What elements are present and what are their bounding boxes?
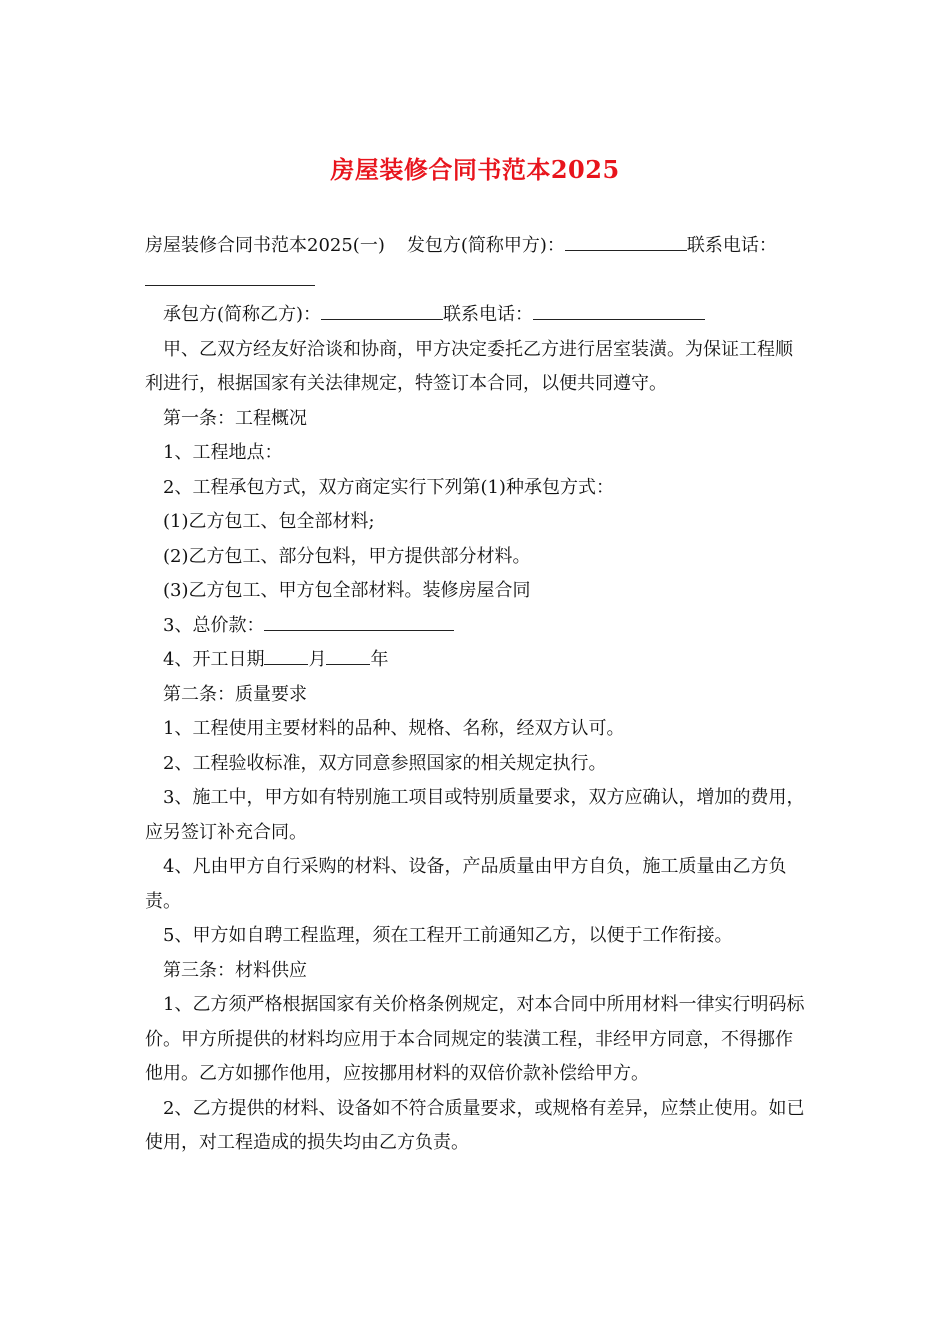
party-b-phone-label: 联系电话： [443,304,534,325]
intro-line [145,229,807,298]
article1-opt3: (3)乙方包工、甲方包全部材料。装修房屋合同 [163,580,531,601]
article2-item5: 5、甲方如自聘工程监理，须在工程开工前通知乙方，以便于工作衔接。 [163,925,733,946]
party-a-phone-label: 联系电话： [686,235,777,256]
start-date-label: 4、开工日期 [163,649,265,670]
article2-item1: 1、工程使用主要材料的品种、规格、名称，经双方认可。 [163,718,625,739]
article1-item3 [145,609,807,644]
article2-item3: 3、施工中，甲方如有特别施工项目或特别质量要求，双方应确认，增加的费用，应另签订补充合同。 [145,787,805,843]
article1-opt1: (1)乙方包工、包全部材料; [163,511,375,532]
total-price-blank[interactable] [264,614,454,631]
article1-item4 [145,643,807,678]
party-b-label: 承包方(简称乙方)： [163,304,322,325]
doc-name: 房屋装修合同书范本2025(一) [145,235,385,256]
year-label: 年 [370,649,389,670]
article3-item1: 1、乙方须严格根据国家有关价格条例规定，对本合同中所用材料一律实行明码标价。甲方所提供的材料均应用于本合同规定的装潢工程，非经甲方同意，不得挪作他用。乙方如挪作他用，应按挪用材料的双倍价款补偿给甲方。 [145,994,805,1084]
document-title: 房屋装修合同书范本2025 [330,155,620,184]
article3-heading: 第三条：材料供应 [163,959,307,981]
month-blank[interactable] [264,648,308,665]
party-a-phone-blank[interactable] [145,269,315,286]
article1-item2: 2、工程承包方式，双方商定实行下列第(1)种承包方式： [163,476,614,498]
article2-item2: 2、工程验收标准，双方同意参照国家的相关规定执行。 [163,752,607,774]
party-b-phone-blank[interactable] [533,303,705,320]
document-body [145,229,807,1161]
party-a-blank[interactable] [565,234,687,251]
article3-item2: 2、乙方提供的材料、设备如不符合质量要求，或规格有差异，应禁止使用。如已使用，对工程造成的损失均由乙方负责。 [145,1097,805,1153]
party-a-label: 发包方(简称甲方)： [406,235,565,256]
preamble: 甲、乙双方经友好洽谈和协商，甲方决定委托乙方进行居室装潢。为保证工程顺利进行，根据国家有关法律规定，特签订本合同，以便共同遵守。 [145,338,793,394]
year-blank[interactable] [326,648,370,665]
article1-item1: 1、工程地点： [163,442,283,463]
article1-heading: 第一条：工程概况 [163,407,307,429]
article2-heading: 第二条：质量要求 [163,683,307,705]
party-b-line [145,298,807,333]
article1-opt2: (2)乙方包工、部分包料，甲方提供部分材料。 [163,545,531,567]
month-label: 月 [308,649,327,670]
party-b-blank[interactable] [321,303,443,320]
article2-item4: 4、凡由甲方自行采购的材料、设备，产品质量由甲方自负，施工质量由乙方负责。 [145,856,787,912]
total-price-label: 3、总价款： [163,614,265,636]
